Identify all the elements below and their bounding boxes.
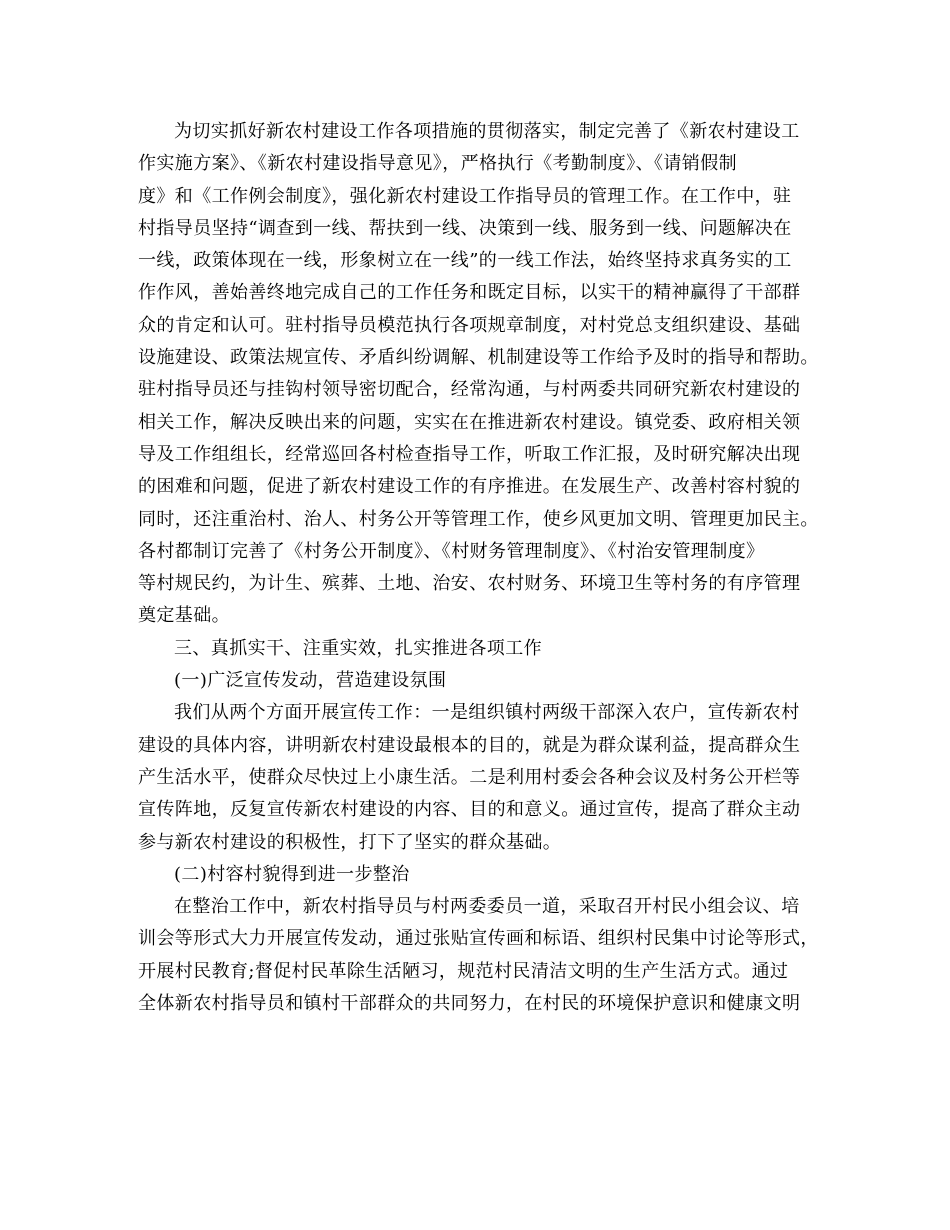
text-line: 各村都制订完善了《村务公开制度》、《村财务管理制度》、《村治安管理制度》 [138, 540, 765, 562]
text-line: 为切实抓好新农村建设工作各项措施的贯彻落实，制定完善了《新农村建设工 [174, 121, 800, 142]
text-line: (二)村容村貌得到进一步整治 [174, 863, 410, 885]
text-line: 度》和《工作例会制度》，强化新农村建设工作指导员的管理工作。在工作中，驻 [138, 185, 792, 207]
text-line: 参与新农村建设的积极性，打下了坚实的群众基础。 [138, 831, 562, 853]
text-line: 相关工作，解决反映出来的问题，实实在在推进新农村建设。镇党委、政府相关领 [138, 411, 801, 433]
text-line: 三、真抓实干、注重实效，扎实推进各项工作 [174, 637, 542, 659]
text-line: 在整治工作中，新农村指导员与村两委委员一道，采取召开村民小组会议、培 [174, 896, 800, 918]
text-line: 众的肯定和认可。驻村指导员模范执行各项规章制度，对村党总支组织建设、基础 [138, 314, 801, 336]
text-line: 产生活水平，使群众尽快过上小康生活。二是利用村委会各种会议及村务公开栏等 [138, 766, 801, 788]
text-line: 一线，政策体现在一线，形象树立在一线”的一线工作法，始终坚持求真务实的工 [138, 250, 792, 272]
text-line: 作实施方案》、《新农村建设指导意见》，严格执行《考勤制度》、《请销假制 [138, 153, 737, 175]
text-line: 村指导员坚持“调查到一线、帮扶到一线、决策到一线、服务到一线、问题解决在 [138, 217, 792, 239]
document-body [138, 116, 828, 1020]
text-line: 作作风，善始善终地完成自己的工作任务和既定目标，以实干的精神赢得了干部群 [138, 282, 801, 304]
text-line: 建设的具体内容，讲明新农村建设最根本的目的，就是为群众谋利益，提高群众生 [138, 734, 801, 756]
text-line: 同时，还注重治村、治人、村务公开等管理工作，使乡风更加文明、管理更加民主。 [138, 508, 819, 530]
text-line: 的困难和问题，促进了新农村建设工作的有序推进。在发展生产、改善村容村貌的 [138, 476, 801, 498]
text-line: 宣传阵地，反复宣传新农村建设的内容、目的和意义。通过宣传，提高了群众主动 [138, 799, 801, 821]
text-line: 等村规民约，为计生、殡葬、土地、治安、农村财务、环境卫生等村务的有序管理 [138, 573, 801, 595]
text-line: (一)广泛宣传发动，营造建设氛围 [174, 670, 447, 692]
text-line: 开展村民教育;督促村民革除生活陋习，规范村民清洁文明的生产生活方式。通过 [138, 960, 789, 982]
text-line: 导及工作组组长，经常巡回各村检查指导工作，听取工作汇报，及时研究解决出现 [138, 443, 801, 465]
text-line: 我们从两个方面开展宣传工作：一是组织镇村两级干部深入农户，宣传新农村 [174, 702, 800, 724]
text-line: 全体新农村指导员和镇村干部群众的共同努力，在村民的环境保护意识和健康文明 [138, 993, 801, 1015]
text-line: 驻村指导员还与挂钩村领导密切配合，经常沟通，与村两委共同研究新农村建设的 [138, 379, 801, 401]
text-line: 训会等形式大力开展宣传发动，通过张贴宣传画和标语、组织村民集中讨论等形式， [138, 928, 819, 950]
text-line: 设施建设、政策法规宣传、矛盾纠纷调解、机制建设等工作给予及时的指导和帮助。 [138, 347, 819, 369]
text-line: 奠定基础。 [138, 605, 230, 627]
